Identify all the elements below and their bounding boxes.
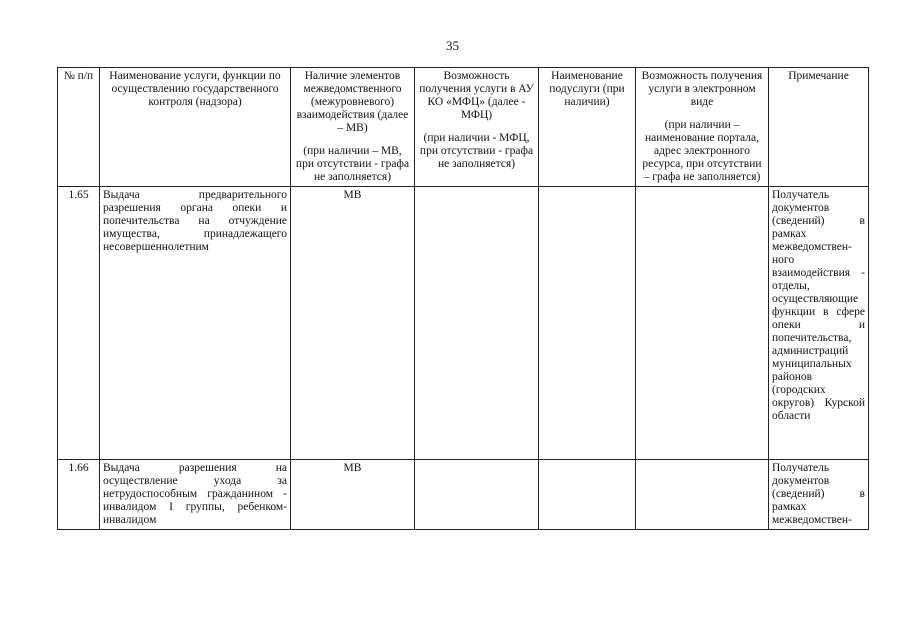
header-electronic-subtext: (при наличии – наименование портала, адрес электронного ресурса, при отсутствии – графа не заполняется) — [642, 119, 762, 183]
row-electronic — [636, 187, 769, 460]
row-note: Получатель документов (сведений) в рамках межведомствен- — [769, 460, 869, 530]
header-mv — [291, 68, 415, 187]
row-electronic — [636, 460, 769, 530]
table-header-row — [58, 68, 869, 187]
row-subservice — [539, 187, 636, 460]
header-electronic-text: Возможность получения услуги в электронном виде — [641, 70, 763, 108]
row-mv: МВ — [291, 460, 415, 530]
row-note: Получатель документов (сведений) в рамках межведомствен-ного взаимодействия - отделы, осуществляющие функции в сфере опеки и попечительства, администраций муниципальных районов (городских округов) Курской области — [769, 187, 869, 460]
row-number: 1.65 — [58, 187, 100, 460]
header-mfc-subtext: (при наличии - МФЦ, при отсутствии - графа не заполняется) — [419, 132, 534, 170]
table-row — [58, 187, 869, 460]
services-table — [57, 67, 869, 530]
header-electronic — [636, 68, 769, 187]
header-note-text: Примечание — [788, 70, 849, 82]
row-service-name: Выдача разрешения на осуществление ухода за нетрудоспособным гражданином - инвалидом I группы, ребенком-инвалидом — [100, 460, 291, 530]
row-subservice — [539, 460, 636, 530]
row-mfc — [415, 460, 539, 530]
header-subservice-text: Наименование подуслуги (при наличии) — [549, 70, 625, 108]
header-mfc-text: Возможность получения услуги в АУ КО «МФЦ» (далее - МФЦ) — [419, 70, 534, 121]
header-mv-text: Наличие элементов межведомственного (межуровневого) взаимодействия (далее – МВ) — [296, 70, 409, 134]
row-number: 1.66 — [58, 460, 100, 530]
header-service-name — [100, 68, 291, 187]
header-mfc — [415, 68, 539, 187]
row-mv: МВ — [291, 187, 415, 460]
table-row — [58, 460, 869, 530]
header-subservice — [539, 68, 636, 187]
row-service-name: Выдача предварительного разрешения органа опеки и попечительства на отчуждение имущества, принадлежащего несовершеннолетним — [100, 187, 291, 460]
header-number-text: № п/п — [63, 70, 94, 82]
row-mfc — [415, 187, 539, 460]
header-service-name-text: Наименование услуги, функции по осуществлению государственного контроля (надзора) — [109, 70, 281, 108]
header-number — [58, 68, 100, 187]
page-number: 35 — [446, 38, 459, 53]
header-mv-subtext: (при наличии – МВ, при отсутствии - графа не заполняется) — [295, 145, 410, 183]
header-note — [769, 68, 869, 187]
